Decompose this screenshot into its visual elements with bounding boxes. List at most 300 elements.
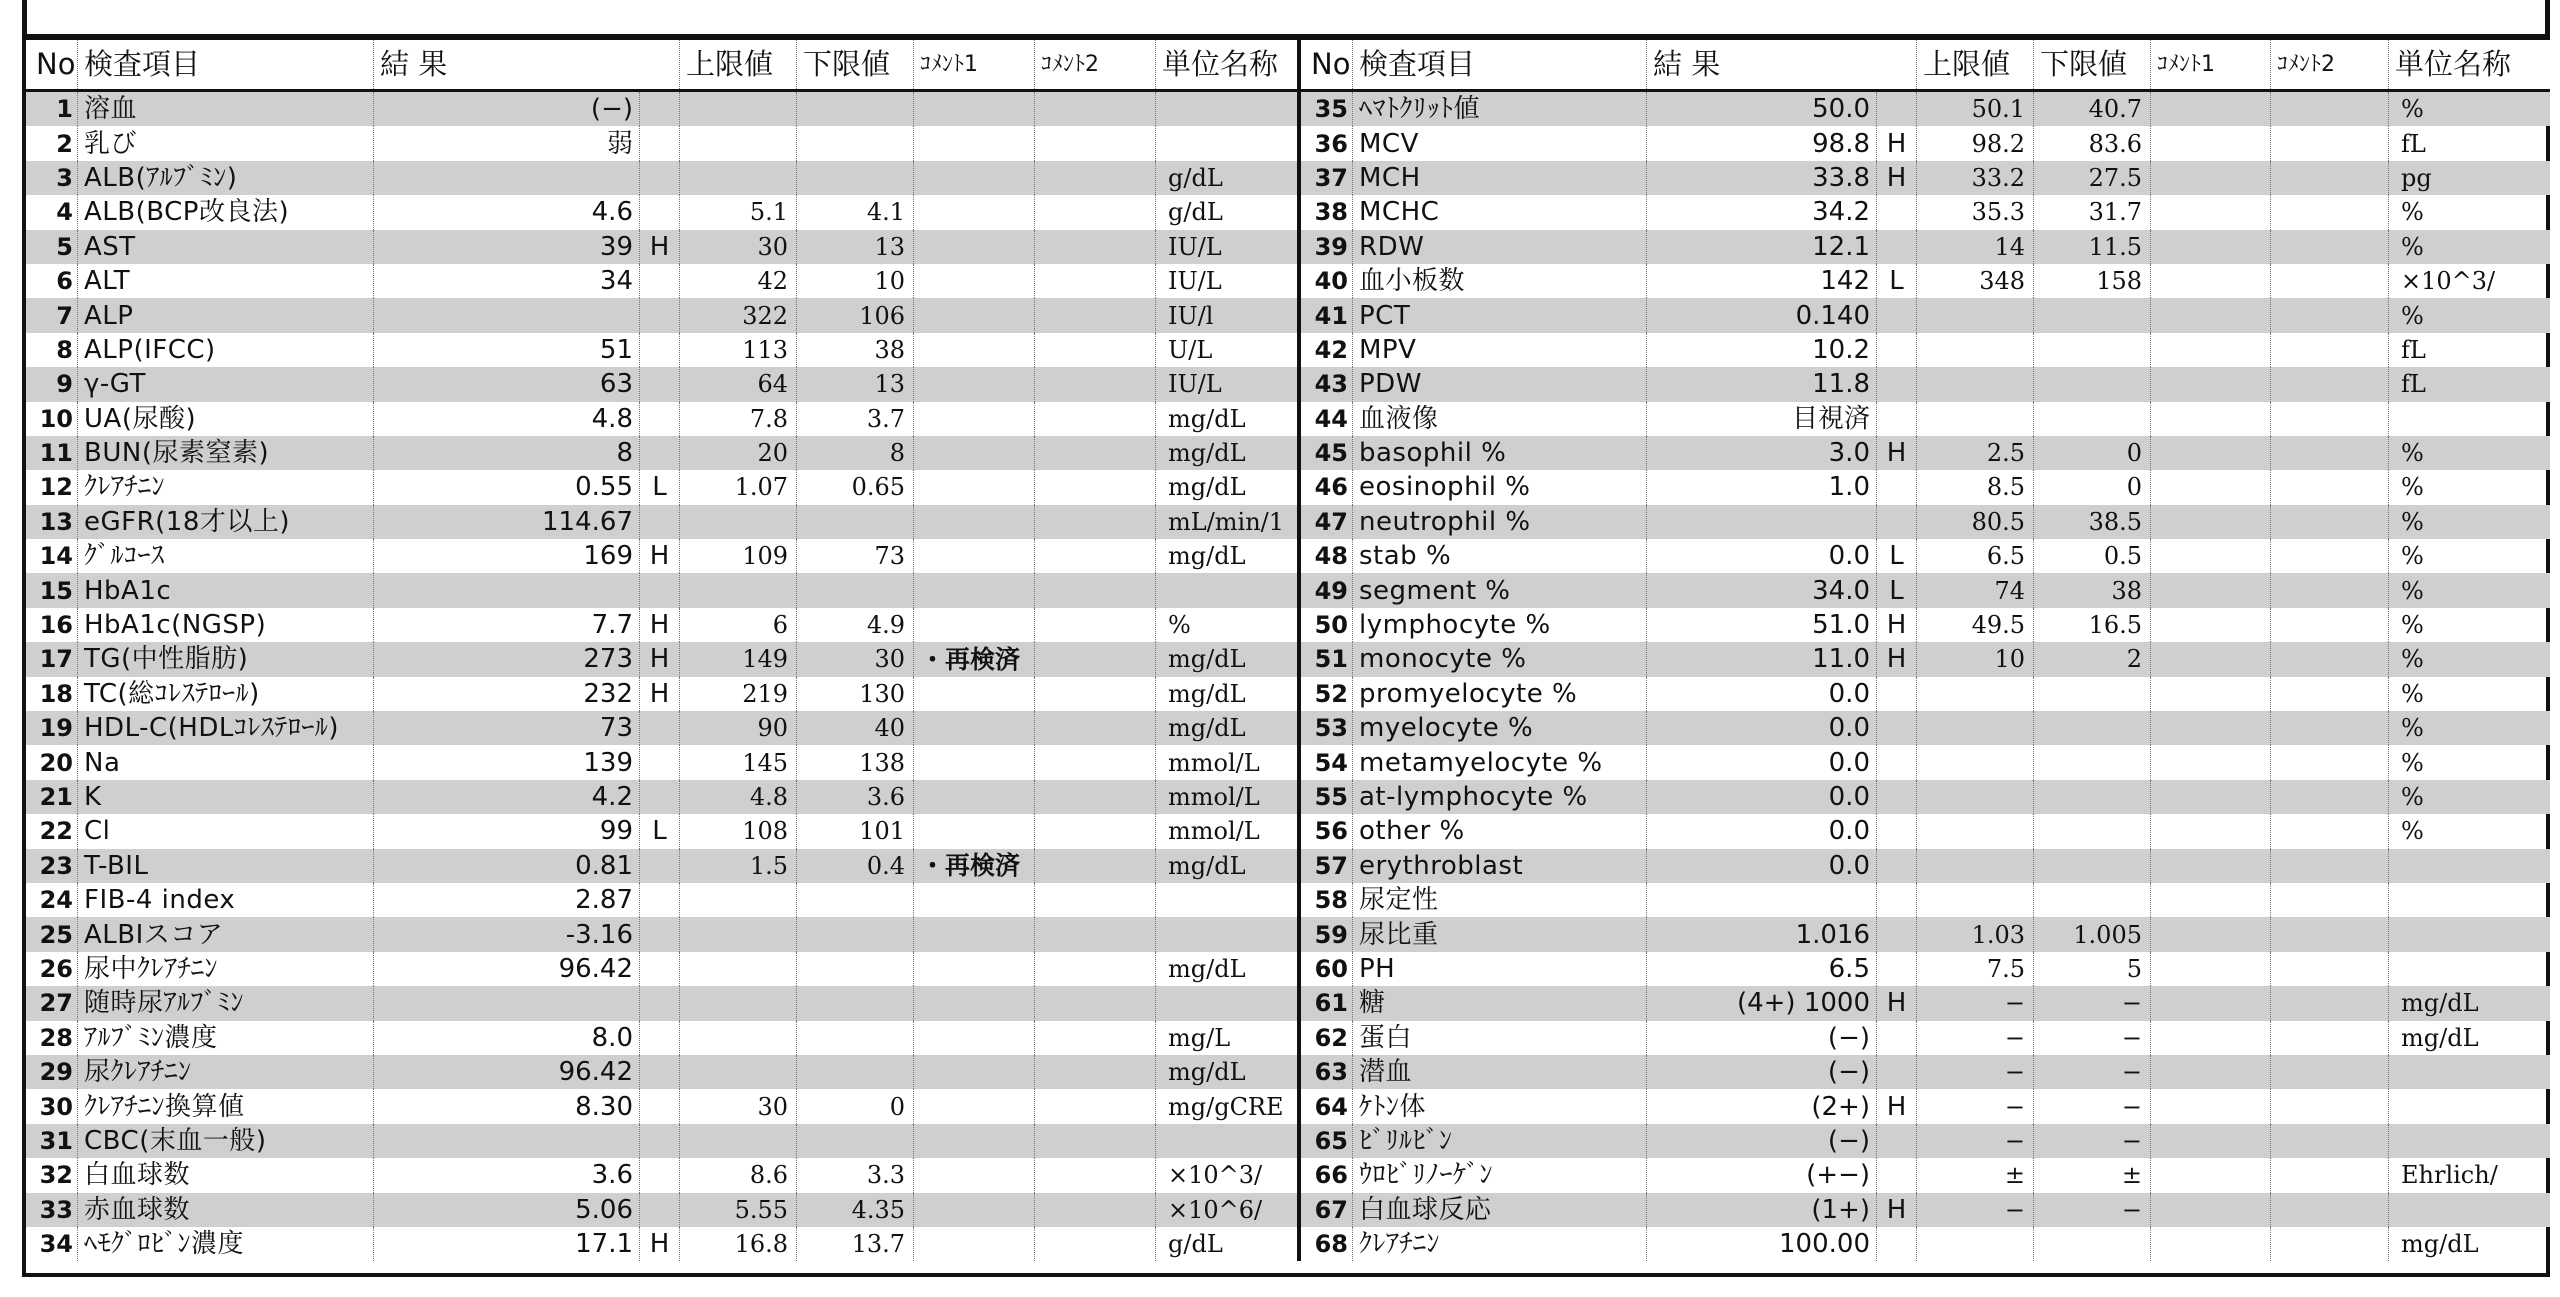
row-no: 51	[1301, 642, 1353, 676]
row-flag	[640, 92, 680, 126]
row-comment1	[2151, 92, 2271, 126]
row-result: 0.0	[1647, 780, 1877, 814]
row-comment1	[2151, 677, 2271, 711]
row-upper: 50.1	[1917, 92, 2034, 126]
header-comment2: ｺﾒﾝﾄ2	[2271, 40, 2389, 89]
row-no: 7	[26, 298, 78, 332]
row-upper: 30	[680, 230, 797, 264]
row-unit	[1156, 573, 1301, 607]
row-unit: mg/dL	[2401, 989, 2479, 1018]
row-comment1	[2151, 436, 2271, 470]
row-unit: g/dL	[1156, 195, 1301, 229]
row-upper: 322	[680, 298, 797, 332]
row-flag	[640, 573, 680, 607]
row-lower	[797, 126, 914, 160]
row-item: HbA1c(NGSP)	[78, 608, 374, 642]
table-row	[1301, 161, 2550, 195]
row-lower: 83.6	[2034, 126, 2151, 160]
row-flag: H	[640, 1227, 680, 1261]
row-comment1	[914, 1227, 1035, 1261]
row-item: basophil %	[1353, 436, 1647, 470]
row-comment2	[1035, 333, 1156, 367]
table-row	[1301, 436, 2550, 470]
row-flag	[1877, 195, 1917, 229]
row-result: 139	[374, 745, 640, 779]
row-item: neutrophil %	[1353, 505, 1647, 539]
row-lower	[797, 917, 914, 951]
row-comment1	[2151, 917, 2271, 951]
row-item: ｸﾚｱﾁﾆﾝ	[1353, 1227, 1647, 1261]
row-comment1	[2151, 126, 2271, 160]
header-no: No	[1301, 40, 1353, 89]
row-comment1	[914, 92, 1035, 126]
row-result: (−)	[1647, 1055, 1877, 1089]
row-unit: %	[2401, 439, 2424, 468]
table-row	[1301, 849, 2550, 883]
row-no: 46	[1301, 470, 1353, 504]
row-unit: g/dL	[1156, 161, 1301, 195]
row-item: 蛋白	[1353, 1021, 1647, 1055]
row-comment1	[2151, 195, 2271, 229]
row-comment2	[1035, 814, 1156, 848]
row-lower: 38	[797, 333, 914, 367]
row-item: 尿ｸﾚｱﾁﾆﾝ	[78, 1055, 374, 1089]
row-no: 33	[26, 1193, 78, 1227]
row-no: 11	[26, 436, 78, 470]
row-upper: −	[1917, 1055, 2034, 1089]
table-row	[1301, 711, 2550, 745]
header-comment2: ｺﾒﾝﾄ2	[1035, 40, 1156, 89]
row-unit: mL/min/1	[1156, 505, 1301, 539]
row-result: 1.016	[1647, 917, 1877, 951]
row-comment2	[2271, 298, 2389, 332]
row-item: erythroblast	[1353, 849, 1647, 883]
row-lower: 2	[2034, 642, 2151, 676]
row-flag	[640, 1158, 680, 1192]
row-lower: −	[2034, 1021, 2151, 1055]
table-row	[1301, 814, 2550, 848]
row-no: 62	[1301, 1021, 1353, 1055]
row-lower	[797, 952, 914, 986]
row-flag	[640, 1193, 680, 1227]
row-flag	[1877, 230, 1917, 264]
row-upper: 5.1	[680, 195, 797, 229]
row-upper	[1917, 402, 2034, 436]
row-lower: 8	[797, 436, 914, 470]
row-item: MCHC	[1353, 195, 1647, 229]
row-unit: mg/dL	[1156, 470, 1301, 504]
row-item: K	[78, 780, 374, 814]
row-upper: 64	[680, 367, 797, 401]
row-item: MPV	[1353, 333, 1647, 367]
row-lower: 13.7	[797, 1227, 914, 1261]
row-flag	[1877, 849, 1917, 883]
table-row	[26, 402, 1301, 436]
row-lower: −	[2034, 1089, 2151, 1123]
row-flag	[640, 1124, 680, 1158]
table-row	[1301, 367, 2550, 401]
row-lower: 4.1	[797, 195, 914, 229]
row-result: 51.0	[1647, 608, 1877, 642]
row-comment1	[2151, 952, 2271, 986]
header-lower: 下限値	[797, 40, 914, 89]
row-comment1	[2151, 298, 2271, 332]
row-flag	[1877, 1021, 1917, 1055]
row-result: 98.8	[1647, 126, 1877, 160]
row-no: 10	[26, 402, 78, 436]
row-upper: 8.5	[1917, 470, 2034, 504]
row-unit: %	[2401, 748, 2424, 777]
row-lower: 38	[2034, 573, 2151, 607]
row-flag	[1877, 952, 1917, 986]
row-flag	[640, 1055, 680, 1089]
row-upper	[1917, 745, 2034, 779]
row-result: 11.8	[1647, 367, 1877, 401]
row-unit: mg/dL	[2401, 1230, 2479, 1259]
row-comment1	[914, 505, 1035, 539]
row-result	[374, 161, 640, 195]
row-lower: −	[2034, 1055, 2151, 1089]
row-upper: 5.55	[680, 1193, 797, 1227]
row-lower: 1.005	[2034, 917, 2151, 951]
table-row	[1301, 1089, 2550, 1123]
row-unit: %	[2401, 817, 2424, 846]
row-result: 6.5	[1647, 952, 1877, 986]
row-unit	[1156, 883, 1301, 917]
row-upper: −	[1917, 1089, 2034, 1123]
row-no: 59	[1301, 917, 1353, 951]
row-item: ｹﾄﾝ体	[1353, 1089, 1647, 1123]
row-upper	[680, 986, 797, 1020]
row-unit: mmol/L	[1156, 814, 1301, 848]
row-lower: 3.6	[797, 780, 914, 814]
row-comment2	[1035, 917, 1156, 951]
row-comment1	[914, 711, 1035, 745]
row-flag	[640, 264, 680, 298]
row-flag: H	[1877, 986, 1917, 1020]
row-result: 0.0	[1647, 539, 1877, 573]
row-no: 32	[26, 1158, 78, 1192]
row-upper	[1917, 849, 2034, 883]
row-upper	[680, 126, 797, 160]
row-result: -3.16	[374, 917, 640, 951]
row-unit: mg/dL	[1156, 711, 1301, 745]
row-upper: 90	[680, 711, 797, 745]
row-item: 赤血球数	[78, 1193, 374, 1227]
row-upper: 4.8	[680, 780, 797, 814]
table-row	[1301, 333, 2550, 367]
row-upper: 14	[1917, 230, 2034, 264]
header-no: No	[26, 40, 78, 89]
row-comment2	[1035, 1021, 1156, 1055]
row-comment2	[1035, 92, 1156, 126]
table-row	[26, 573, 1301, 607]
header-comment1: ｺﾒﾝﾄ1	[2151, 40, 2271, 89]
row-comment1	[2151, 1124, 2271, 1158]
row-comment2	[2271, 539, 2389, 573]
row-unit: mg/dL	[1156, 1055, 1301, 1089]
row-upper: 149	[680, 642, 797, 676]
report-top-band	[22, 0, 2550, 40]
row-no: 54	[1301, 745, 1353, 779]
row-comment1	[2151, 1193, 2271, 1227]
row-unit	[1156, 1124, 1301, 1158]
row-unit: U/L	[1156, 333, 1301, 367]
row-unit: %	[2401, 542, 2424, 571]
row-no: 34	[26, 1227, 78, 1261]
row-upper: −	[1917, 986, 2034, 1020]
table-row	[1301, 298, 2550, 332]
row-unit	[1156, 917, 1301, 951]
row-comment1	[2151, 780, 2271, 814]
row-result: 0.0	[1647, 849, 1877, 883]
row-flag	[640, 1089, 680, 1123]
row-flag: L	[1877, 573, 1917, 607]
row-item: monocyte %	[1353, 642, 1647, 676]
row-no: 29	[26, 1055, 78, 1089]
row-unit: mg/L	[1156, 1021, 1301, 1055]
row-comment1	[914, 814, 1035, 848]
row-comment1	[914, 952, 1035, 986]
table-row	[26, 1089, 1301, 1123]
row-item: ALBIスコア	[78, 917, 374, 951]
table-row	[1301, 952, 2550, 986]
row-item: ALP	[78, 298, 374, 332]
row-upper: 1.03	[1917, 917, 2034, 951]
left-table-body	[26, 92, 1301, 1261]
row-no: 67	[1301, 1193, 1353, 1227]
row-flag: H	[1877, 1193, 1917, 1227]
row-comment1	[2151, 1021, 2271, 1055]
row-comment1	[914, 1089, 1035, 1123]
table-row	[26, 230, 1301, 264]
row-comment2	[2271, 745, 2389, 779]
row-lower: 4.35	[797, 1193, 914, 1227]
row-item: CBC(末血一般)	[78, 1124, 374, 1158]
row-result: 34.0	[1647, 573, 1877, 607]
row-comment1	[2151, 402, 2271, 436]
table-row	[26, 264, 1301, 298]
row-no: 4	[26, 195, 78, 229]
row-no: 57	[1301, 849, 1353, 883]
row-upper	[1917, 298, 2034, 332]
row-no: 16	[26, 608, 78, 642]
row-comment1	[914, 230, 1035, 264]
row-unit: mmol/L	[1156, 780, 1301, 814]
row-no: 18	[26, 677, 78, 711]
row-flag	[1877, 298, 1917, 332]
row-item: ALP(IFCC)	[78, 333, 374, 367]
row-flag	[640, 505, 680, 539]
row-result: 2.87	[374, 883, 640, 917]
row-no: 61	[1301, 986, 1353, 1020]
table-row	[1301, 745, 2550, 779]
row-comment2	[2271, 849, 2389, 883]
row-result	[374, 1124, 640, 1158]
row-comment2	[2271, 1193, 2389, 1227]
row-upper: −	[1917, 1021, 2034, 1055]
row-item: ﾍﾏﾄｸﾘｯﾄ値	[1353, 92, 1647, 126]
row-no: 27	[26, 986, 78, 1020]
row-flag	[640, 780, 680, 814]
row-upper	[680, 1124, 797, 1158]
row-comment1: ・再検済	[914, 642, 1035, 676]
row-comment1	[914, 883, 1035, 917]
row-unit: IU/L	[1156, 264, 1301, 298]
table-row	[26, 642, 1301, 676]
table-row	[26, 917, 1301, 951]
row-unit: %	[2401, 645, 2424, 674]
table-row	[1301, 539, 2550, 573]
row-comment2	[2271, 608, 2389, 642]
row-lower	[797, 573, 914, 607]
row-flag: H	[1877, 126, 1917, 160]
row-item: 糖	[1353, 986, 1647, 1020]
row-item: ALT	[78, 264, 374, 298]
row-flag	[1877, 814, 1917, 848]
row-comment2	[2271, 780, 2389, 814]
row-lower	[2034, 849, 2151, 883]
row-upper: 145	[680, 745, 797, 779]
row-flag: H	[1877, 608, 1917, 642]
row-comment1	[914, 1124, 1035, 1158]
row-lower: 106	[797, 298, 914, 332]
row-item: 随時尿ｱﾙﾌﾞﾐﾝ	[78, 986, 374, 1020]
row-result: 96.42	[374, 1055, 640, 1089]
table-row	[26, 1158, 1301, 1192]
row-upper: 7.8	[680, 402, 797, 436]
row-result: 73	[374, 711, 640, 745]
row-item: eGFR(18才以上)	[78, 505, 374, 539]
row-unit: ×10^3/	[1156, 1158, 1301, 1192]
row-no: 37	[1301, 161, 1353, 195]
header-comment1: ｺﾒﾝﾄ1	[914, 40, 1035, 89]
row-comment1	[2151, 1055, 2271, 1089]
row-comment2	[2271, 952, 2389, 986]
row-unit: %	[2401, 473, 2424, 502]
row-lower	[2034, 677, 2151, 711]
row-flag	[1877, 711, 1917, 745]
right-table-body	[1301, 92, 2550, 1261]
table-row	[1301, 1021, 2550, 1055]
row-result: 39	[374, 230, 640, 264]
row-no: 9	[26, 367, 78, 401]
row-no: 41	[1301, 298, 1353, 332]
header-result: 結 果	[1647, 40, 1917, 89]
row-item: ｱﾙﾌﾞﾐﾝ濃度	[78, 1021, 374, 1055]
row-upper	[1917, 814, 2034, 848]
row-comment1	[914, 1158, 1035, 1192]
row-comment1	[914, 161, 1035, 195]
row-flag	[1877, 1055, 1917, 1089]
row-comment1	[914, 745, 1035, 779]
row-lower	[2034, 367, 2151, 401]
table-row	[26, 470, 1301, 504]
row-upper: 108	[680, 814, 797, 848]
row-result: 弱	[374, 126, 640, 160]
row-flag	[640, 883, 680, 917]
row-item: 血液像	[1353, 402, 1647, 436]
row-no: 56	[1301, 814, 1353, 848]
row-lower: 40.7	[2034, 92, 2151, 126]
row-flag	[640, 298, 680, 332]
table-row	[26, 814, 1301, 848]
row-flag	[1877, 92, 1917, 126]
table-row	[26, 711, 1301, 745]
row-item: myelocyte %	[1353, 711, 1647, 745]
row-comment2	[2271, 505, 2389, 539]
row-comment1	[914, 402, 1035, 436]
row-no: 25	[26, 917, 78, 951]
row-flag	[1877, 780, 1917, 814]
row-flag	[640, 195, 680, 229]
table-row	[26, 298, 1301, 332]
row-comment1	[914, 1055, 1035, 1089]
row-result: 0.0	[1647, 677, 1877, 711]
row-flag	[640, 161, 680, 195]
row-upper	[680, 1021, 797, 1055]
row-comment2	[2271, 1055, 2389, 1089]
row-comment1	[914, 1021, 1035, 1055]
row-upper: 49.5	[1917, 608, 2034, 642]
row-no: 53	[1301, 711, 1353, 745]
row-item: segment %	[1353, 573, 1647, 607]
row-comment2	[1035, 264, 1156, 298]
row-item: UA(尿酸)	[78, 402, 374, 436]
row-item: ｸﾚｱﾁﾆﾝ換算値	[78, 1089, 374, 1123]
row-lower: 4.9	[797, 608, 914, 642]
row-comment1	[2151, 333, 2271, 367]
table-row	[26, 161, 1301, 195]
row-item: ALB(BCP改良法)	[78, 195, 374, 229]
row-comment1	[2151, 264, 2271, 298]
row-flag	[1877, 470, 1917, 504]
row-flag	[1877, 677, 1917, 711]
row-lower	[797, 1124, 914, 1158]
row-comment2	[2271, 711, 2389, 745]
row-result: 4.6	[374, 195, 640, 229]
table-row	[1301, 470, 2550, 504]
row-upper: 113	[680, 333, 797, 367]
table-row	[26, 849, 1301, 883]
row-flag: H	[640, 608, 680, 642]
row-item: PCT	[1353, 298, 1647, 332]
row-comment1	[914, 298, 1035, 332]
table-row	[26, 195, 1301, 229]
row-upper	[680, 1055, 797, 1089]
row-comment2	[2271, 402, 2389, 436]
row-comment2	[1035, 1055, 1156, 1089]
row-unit: pg	[2401, 163, 2432, 192]
row-no: 52	[1301, 677, 1353, 711]
row-result: 17.1	[374, 1227, 640, 1261]
row-comment2	[1035, 780, 1156, 814]
row-unit: %	[2401, 507, 2424, 536]
table-row	[1301, 264, 2550, 298]
row-flag	[640, 126, 680, 160]
row-comment2	[1035, 126, 1156, 160]
row-no: 23	[26, 849, 78, 883]
row-lower: 138	[797, 745, 914, 779]
row-item: metamyelocyte %	[1353, 745, 1647, 779]
row-unit: %	[2401, 232, 2424, 261]
table-row	[26, 608, 1301, 642]
row-unit	[1156, 92, 1301, 126]
right-header-row	[1301, 40, 2550, 92]
table-row	[1301, 402, 2550, 436]
row-lower: 0	[797, 1089, 914, 1123]
row-lower: 101	[797, 814, 914, 848]
